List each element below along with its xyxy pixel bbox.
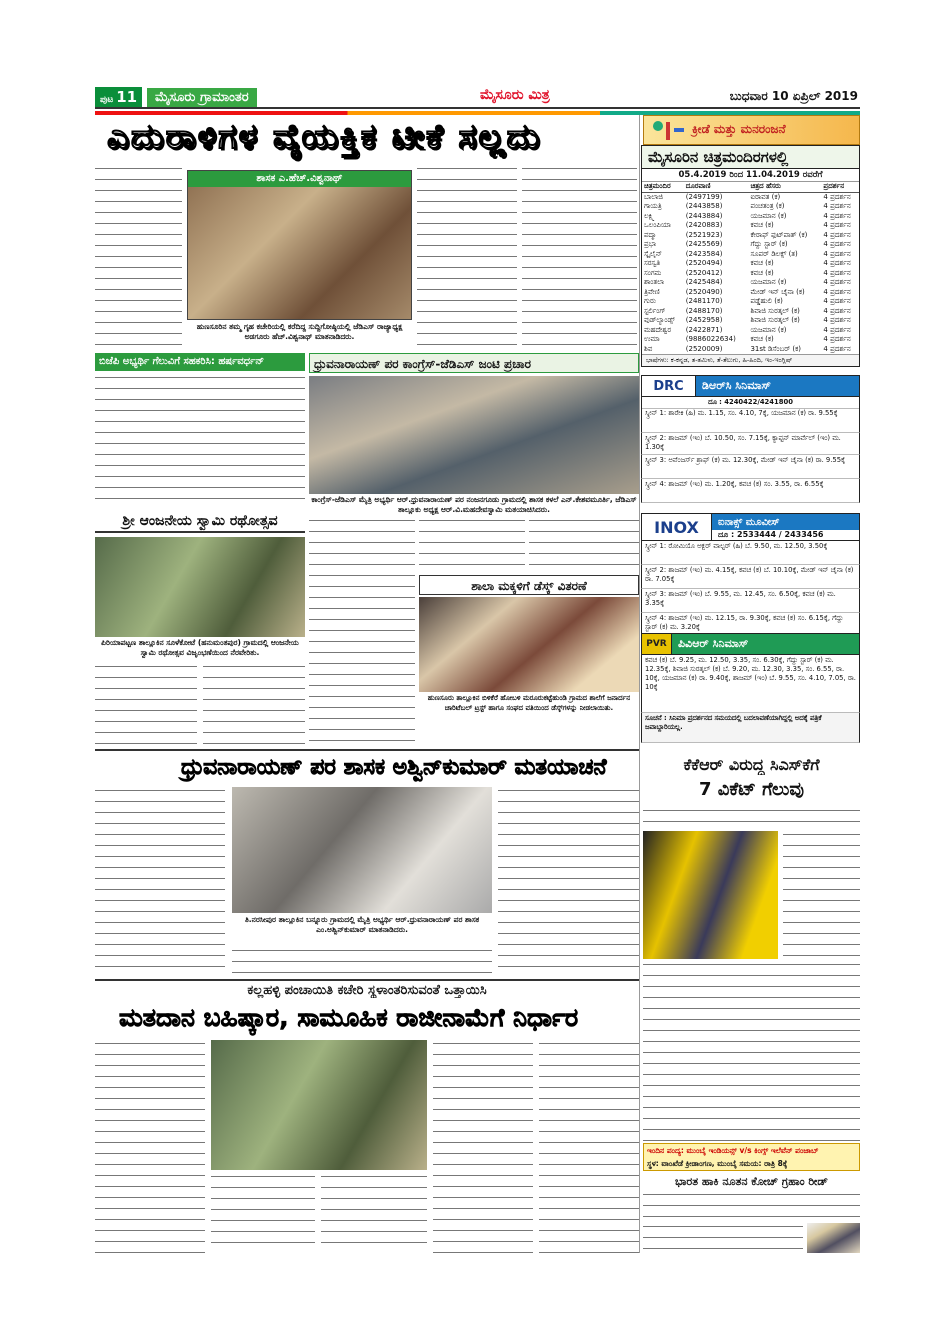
cinema-row — [642, 326, 859, 336]
cinema-row — [642, 240, 859, 250]
theatre-phone: (2481170) — [685, 297, 723, 305]
theatre-phone: (2488170) — [685, 306, 723, 315]
theatre-name: ಶಾಂತಲಾ — [644, 278, 665, 286]
cinema-row — [642, 335, 859, 345]
divider-2 — [95, 979, 639, 981]
pvr-notice: ಸೂಚನೆ : ಸಿನಿಮಾ ಪ್ರದರ್ಶನದ ಸಮಯದಲ್ಲಿ ಬದಲಾವಣೆಯಾಗಿದ್ದಲ್ಲಿ ಅದಕ್ಕೆ ಪತ್ರಿಕೆ ಜವಾಬ್ದಾರಿಯಲ್ಲ. — [641, 713, 860, 743]
pvr-logo: PVR — [642, 634, 672, 654]
page-number-badge — [95, 87, 142, 107]
cinema-title: ಮೈಸೂರಿನ ಚಿತ್ರಮಂದಿರಗಳಲ್ಲಿ — [642, 146, 859, 169]
kallahalli-col-5 — [539, 1040, 639, 1253]
dhruva-headline: ಧ್ರುವನಾರಾಯಣ್ ಪರ ಕಾಂಗ್ರೆಸ್-ಜೆಡಿಎಸ್ ಜಂಟಿ ಪ್ರಚಾರ — [309, 353, 639, 373]
theatre-name: ಗುರು — [644, 297, 656, 305]
show-count: 4 ಪ್ರದರ್ಶನ — [823, 221, 851, 229]
sports-icon — [648, 116, 688, 144]
inox-phone: ದೂ : 2533444 / 2433456 — [718, 530, 824, 539]
cinema-row — [642, 231, 859, 241]
pvr-shows: ಕವಚ (ಕ) ಬೆ. 9.25, ಮ. 12.50, 3.35, ಸಂ. 6.30ಕ್ಕೆ, ಗೆದ್ದು ಸ್ಟಾರ್ (ಕ) ಮ. 12.35ಕ್ಕೆ, ಶಿವಾಜಿ ಸುರತ್ಕಲ್ (ಕ) ಬೆ. 9.20, ಮ. 12.30, 3.35, ಸಂ. 6.55, ರಾ. 10ಕ್ಕೆ, ಯಜಮಾನ (ಕ) ರಾ. 9.40ಕ್ಕೆ, ಶಾಜಮ್ (ಇಂ) ಬೆ. 9.55, ಸಂ. 4.10, 7.05, ರಾ. 10ಕ್ಕೆ — [641, 655, 860, 713]
cinema-row — [642, 192, 859, 202]
show-count: 4 ಪ್ರದರ್ಶನ — [823, 335, 851, 343]
film-name: ಮೇಡ್ ಇನ್ ಚೈನಾ (ಕ) — [750, 287, 805, 296]
hockey-headline: ಭಾರತ ಹಾಕಿ ನೂತನ ಕೋಚ್ ಗ್ರಹಾಂ ರೀಡ್ — [675, 1175, 828, 1188]
theatre-phone: (2422871) — [685, 325, 723, 334]
kallahalli-photo — [211, 1040, 427, 1170]
desk-caption: ಹುಣಸೂರು ತಾಲ್ಲೂಕಿನ ಬಿಳಿಕೆರೆ ಹೋಬಳಿ ಮರೂರುಕಟ್ಟೆಹುಂಡಿ ಗ್ರಾಮದ ಶಾಲೆಗೆ ಜನಾರ್ದನ ಚಾರಿಟೆಬಲ್ ಟ್ರಸ್ಟ್ ಹಾಗೂ ಸಂಘದ ವತಿಯಿಂದ ಡೆಸ್ಕ್‌ಗಳನ್ನು ನೀಡಲಾಯಿತು. — [427, 694, 631, 712]
dhruva-caption: ಕಾಂಗ್ರೆಸ್-ಜೆಡಿಎಸ್ ಮೈತ್ರಿ ಅಭ್ಯರ್ಥಿ ಆರ್.ಧ್ರುವನಾರಾಯಣ್ ಪರ ನಂಜನಗೂಡು ಗ್ರಾಮದಲ್ಲಿ ಶಾಸಕ ಕಳಲೆ ಎನ್.ಕೇಶವಮೂರ್ತಿ, ಜೆಡಿಎಸ್ ತಾಲ್ಲೂಕು ಅಧ್ಯಕ್ಷ ಆರ್.ವಿ.ಮಹದೇವಸ್ವಾಮಿ ಮತಯಾಚಿಸಿದರು. — [311, 495, 637, 514]
drc-logo: DRC — [642, 376, 696, 396]
theatre-phone: (2423584) — [685, 249, 723, 258]
kkr-intro — [643, 807, 860, 829]
film-name: ಪಂಚತಂತ್ರ (ಕ) — [750, 202, 785, 210]
theatre-name: ತ್ರಿವೇಣಿ — [644, 287, 660, 296]
pvr-title: ಪಿವಿಆರ್ ಸಿನಿಮಾಸ್ — [672, 634, 859, 654]
film-name: ಪಡ್ಡೆಹುಲಿ (ಕ) — [750, 297, 783, 305]
show-count: 4 ಪ್ರದರ್ಶನ — [823, 230, 851, 239]
newspaper-page — [95, 85, 860, 1253]
hockey-col — [643, 1223, 803, 1253]
drc-phone: ದೂ : 4240422/4241800 — [641, 397, 860, 409]
inox-show-3: ಸ್ಕ್ರೀನ್ 3: ಶಾಜಮ್ (ಇಂ) ಬೆ. 9.55, ಮ. 12.45, ಸಂ. 6.50ಕ್ಕೆ, ಕವಚ (ಕ) ಮ. 3.35ಕ್ಕೆ — [641, 589, 860, 613]
ashwin-headline: ಧ್ರುವನಾರಾಯಣ್ ಪರ ಶಾಸಕ ಅಶ್ವಿನ್‌ಕುಮಾರ್ ಮತಯಾಚನೆ — [181, 755, 607, 780]
theatre-phone: (2443884) — [685, 211, 723, 220]
hockey-intro — [643, 1191, 860, 1221]
kallahalli-col-3 — [321, 1173, 427, 1253]
dhruva-col-2 — [419, 517, 525, 572]
theatre-name: ಉಮಾ — [644, 335, 660, 343]
cinema-row — [642, 221, 859, 231]
film-name: ಐರಾವತ (ಕ) — [750, 192, 781, 201]
cinema-row — [642, 316, 859, 326]
masthead: ಮೈಸೂರು ಮಿತ್ರ — [480, 87, 550, 103]
show-count: 4 ಪ್ರದರ್ಶನ — [823, 249, 851, 258]
ashwin-col-3 — [498, 787, 639, 977]
bjp-headline: ಬಿಜೆಪಿ ಅಭ್ಯರ್ಥಿ ಗೆಲುವಿಗೆ ಸಹಕರಿಸಿ: ಹರ್ಷವರ್ಧನ್ — [95, 353, 305, 371]
film-name: ಕೇರಾಫ್ ಫುಟ್‌ಪಾತ್ (ಕ) — [750, 230, 808, 239]
show-count: 4 ಪ್ರದರ್ಶನ — [823, 287, 851, 296]
col-theatre: ಚಿತ್ರಮಂದಿರ — [642, 182, 684, 192]
lead-story-col-1 — [95, 165, 182, 353]
show-count: 4 ಪ್ರದರ್ಶನ — [823, 240, 851, 248]
anjaneya-col-2 — [203, 663, 305, 747]
theatre-name: ಸ್ಟರ್ಲಿಂಗ್ — [644, 306, 666, 315]
show-count: 4 ಪ್ರದರ್ಶನ — [823, 259, 851, 267]
theatre-name: ಶಿವ — [644, 344, 653, 353]
cinema-row — [642, 269, 859, 279]
ashwin-col-2 — [232, 947, 492, 977]
cinema-row — [642, 297, 859, 307]
cinema-listings — [641, 145, 860, 367]
theatre-phone: (2521923) — [685, 230, 723, 239]
theatre-phone: (2497199) — [685, 192, 723, 201]
kkr-headline-2: 7 ವಿಕೆಟ್ ಗೆಲುವು — [698, 779, 805, 800]
theatre-phone: (2520490) — [685, 287, 723, 296]
inox-title: ಐನಾಕ್ಸ್ ಮೂವೀಸ್ — [712, 514, 859, 530]
ashwin-photo — [232, 787, 492, 913]
theatre-phone: (2520009) — [685, 344, 723, 353]
film-name: ಯಜಮಾನ (ಕ) — [750, 211, 787, 220]
kallahalli-kicker: ಕಲ್ಲಹಳ್ಳಿ ಪಂಚಾಯಿತಿ ಕಚೇರಿ ಸ್ಥಳಾಂತರಿಸುವಂತೆ ಒತ್ತಾಯಿಸಿ — [247, 983, 487, 998]
theatre-name: ಸರಸ್ವತಿ — [644, 259, 661, 267]
theatre-phone: (2425569) — [685, 240, 723, 248]
pvr-bar — [641, 633, 860, 655]
cinema-row — [642, 278, 859, 288]
drc-bar — [641, 375, 860, 397]
today-match: ಇಂದಿನ ಪಂದ್ಯ: ಮುಂಬೈ ಇಂಡಿಯನ್ಸ್ v/s ಕಿಂಗ್ಸ್ ಇಲೆವೆನ್ ಪಂಜಾಬ್ — [647, 1146, 819, 1155]
theatre-name: ವುಡ್‌ಲ್ಯಾಂಡ್ಸ್ — [644, 316, 675, 324]
col-phone: ದೂರವಾಣಿ — [684, 182, 749, 192]
inox-show-2: ಸ್ಕ್ರೀನ್ 2: ಶಾಜಮ್ (ಇಂ) ಮ. 4.15ಕ್ಕೆ, ಕವಚ (ಕ) ಬೆ. 10.10ಕ್ಕೆ, ಮೇಡ್ ಇನ್ ಚೈನಾ (ಕ) ರಾ. 7.05ಕ್ಕೆ — [641, 565, 860, 589]
page-header — [95, 85, 860, 109]
drc-show-2: ಸ್ಕ್ರೀನ್ 2: ಶಾಜಮ್ (ಇಂ) ಬೆ. 10.50, ಸಂ. 7.15ಕ್ಕೆ, ಕ್ಯಾಪ್ಟನ್ ಮಾರ್ವೆಲ್ (ಇಂ) ಮ. 1.30ಕ್ಕೆ — [641, 433, 860, 455]
theatre-name: ಲಕ್ಷ್ಮಿ — [644, 211, 655, 220]
film-name: ಶಿವಾಜಿ ಸುರತ್ಕಲ್ (ಕ) — [750, 306, 800, 315]
sports-banner-title: ಕ್ರೀಡೆ ಮತ್ತು ಮನರಂಜನೆ — [692, 122, 786, 136]
theatre-name: ಗಾಯತ್ರಿ — [644, 202, 662, 210]
show-count: 4 ಪ್ರದರ್ಶನ — [823, 306, 851, 315]
theatre-name: ಬಾಲಾಜಿ — [644, 192, 663, 201]
lead-photo-caption: ಹುಣಸೂರಿನ ತಮ್ಮ ಗೃಹ ಕಚೇರಿಯಲ್ಲಿ ಕರೆದಿದ್ದ ಸುದ್ದಿಗೋಷ್ಠಿಯಲ್ಲಿ ಜೆಡಿಎಸ್ ರಾಜ್ಯಾಧ್ಯಕ್ಷ ಅಡಗೂರು ಹೆಚ್.ವಿಶ್ವನಾಥ್ ಮಾತನಾಡಿದರು. — [196, 322, 403, 341]
cinema-row — [642, 202, 859, 212]
ashwin-col-1 — [95, 787, 225, 977]
page-label: ಪುಟ — [100, 95, 114, 105]
show-count: 4 ಪ್ರದರ್ಶನ — [823, 268, 851, 277]
theatre-name: ಸ್ಕೈಲೈನ್ — [644, 249, 662, 258]
film-name: ಕವಚ (ಕ) — [750, 259, 774, 267]
dhruva-col-1 — [309, 517, 415, 747]
show-count: 4 ಪ್ರದರ್ಶನ — [823, 278, 851, 286]
col-shows: ಪ್ರದರ್ಶನ — [821, 182, 859, 192]
film-name: ಯಜಮಾನ (ಕ) — [750, 278, 787, 286]
theatre-phone: (9886022634) — [685, 335, 736, 343]
cinema-row — [642, 212, 859, 222]
lead-photo — [187, 170, 412, 320]
anjaneya-caption: ಪಿರಿಯಾಪಟ್ಟಣ ತಾಲ್ಲೂಕಿನ ಸೂಳೆಕೋಟೆ (ಹನುಮಂತಪುರ) ಗ್ರಾಮದಲ್ಲಿ ಆಂಜನೇಯ ಸ್ವಾಮಿ ರಥೋತ್ಸವ ವಿಜೃಂಭಣೆಯಿಂದ ನೆರವೇರಿತು. — [101, 638, 299, 657]
divider — [95, 749, 639, 751]
show-count: 4 ಪ್ರದರ್ಶನ — [823, 192, 851, 201]
kkr-photo — [643, 831, 778, 959]
drc-show-1: ಸ್ಕ್ರೀನ್ 1: ಶಾರೇಕಿ (ಹಿ) ಮ. 1.15, ಸಂ. 4.10, 7ಕ್ಕೆ, ಯಜಮಾನ (ಕ) ರಾ. 9.55ಕ್ಕೆ — [641, 408, 860, 433]
page-number: 11 — [116, 88, 138, 106]
main-headline: ಎದುರಾಳಿಗಳ ವೈಯಕ್ತಿಕ ಟೀಕೆ ಸಲ್ಲದು — [107, 117, 542, 157]
dhruva-photo — [309, 376, 639, 494]
theatre-phone: (2420883) — [685, 221, 723, 229]
theatre-phone: (2520412) — [685, 268, 723, 277]
kkr-headline-1: ಕೆಕೆಆರ್ ವಿರುದ್ಧ ಸಿಎಸ್‌ಕೆಗೆ — [683, 755, 820, 774]
col-film: ಚಿತ್ರದ ಹೆಸರು — [748, 182, 821, 192]
film-name: ಯಜಮಾನ (ಕ) — [750, 325, 787, 334]
desk-headline: ಶಾಲಾ ಮಕ್ಕಳಿಗೆ ಡೆಸ್ಕ್ ವಿತರಣೆ — [419, 575, 639, 595]
theatre-phone: (2520494) — [685, 259, 723, 267]
column-rule — [639, 115, 640, 1253]
issue-date: ಬುಧವಾರ 10 ಏಪ್ರಿಲ್ 2019 — [729, 89, 858, 103]
drc-show-4: ಸ್ಕ್ರೀನ್ 4: ಶಾಜಮ್ (ಇಂ) ಮ. 1.20ಕ್ಕೆ, ಕವಚ (ಕ) ಸಂ. 3.55, ರಾ. 6.55ಕ್ಕೆ — [641, 479, 860, 503]
anjaneya-photo — [95, 537, 305, 637]
lead-story-col-3 — [417, 165, 517, 353]
lead-story-col-4 — [522, 165, 637, 353]
film-name: 31st ಡಿಸೆಂಬರ್ (ಕ) — [750, 344, 802, 353]
film-name: ಕವಚ (ಕ) — [750, 335, 774, 343]
inox-show-4: ಸ್ಕ್ರೀನ್ 4: ಶಾಜಮ್ (ಇಂ) ಮ. 12.15, ರಾ. 9.30ಕ್ಕೆ, ಕವಚ (ಕ) ಸಂ. 6.15ಕ್ಕೆ, ಗೆದ್ದು ಸ್ಟಾರ್ (ಕ) ಮ. 3.20ಕ್ಕೆ — [641, 613, 860, 635]
lead-photo-tag: ಶಾಸಕ ಎ.ಹೆಚ್.ವಿಶ್ವನಾಥ್ — [188, 171, 411, 187]
kallahalli-col-4 — [433, 1040, 533, 1253]
section-name: ಮೈಸೂರು ಗ್ರಾಮಾಂತರ — [147, 88, 257, 107]
show-count: 4 ಪ್ರದರ್ಶನ — [823, 344, 851, 353]
show-count: 4 ಪ್ರದರ್ಶನ — [823, 202, 851, 210]
drc-title: ಡಿಆರ್‌ಸಿ ಸಿನಿಮಾಸ್ — [696, 376, 859, 396]
cinema-row — [642, 345, 859, 355]
today-venue: ಸ್ಥಳ: ವಾಂಖೆಡೆ ಕ್ರೀಡಾಂಗಣ, ಮುಂಬೈ ಸಮಯ: ರಾತ್ರಿ 8ಕ್ಕೆ — [647, 1159, 788, 1168]
sports-banner — [643, 115, 860, 145]
cinema-row — [642, 307, 859, 317]
inox-show-1: ಸ್ಕ್ರೀನ್ 1: ರೋಮಿಯೊ ಅಕ್ಬರ್ ವಾಲ್ಟರ್ (ಹಿ) ಬೆ. 9.50, ಮ. 12.50, 3.50ಕ್ಕೆ — [641, 541, 860, 565]
theatre-phone: (2443858) — [685, 202, 723, 210]
theatre-name: ಪದ್ಮಾ — [644, 230, 657, 239]
theatre-name: ಸಂಗಮ — [644, 268, 662, 277]
today-match-box — [643, 1143, 860, 1171]
language-note: ಭಾಷೆಗಳು: ಕ-ಕನ್ನಡ, ತ-ತಮಿಳು, ತೆ-ತೆಲುಗು, ಹಿ-ಹಿಂದಿ, ಇಂ-ಇಂಗ್ಲಿಷ್ — [642, 354, 859, 366]
film-name: ಕವಚ (ಕ) — [750, 221, 774, 229]
kallahalli-col-1 — [95, 1040, 205, 1253]
anjaneya-headline: ಶ್ರೀ ಆಂಜನೇಯ ಸ್ವಾಮಿ ರಥೋತ್ಸವ — [95, 509, 305, 533]
anjaneya-col-1 — [95, 663, 197, 747]
ashwin-caption: ತಿ.ನರಸೀಪುರ ತಾಲ್ಲೂಕಿನ ಬನ್ನೂರು ಗ್ರಾಮದಲ್ಲಿ ಮೈತ್ರಿ ಅಭ್ಯರ್ಥಿ ಆರ್.ಧ್ರುವನಾರಾಯಣ್ ಪರ ಶಾಸಕ ಎಂ.ಅಶ್ವಿನ್‌ಕುಮಾರ್ ಮಾತನಾಡಿದರು. — [244, 915, 480, 934]
film-name: ಶಿವಾಜಿ ಸುರತ್ಕಲ್ (ಕ) — [750, 316, 800, 324]
show-count: 4 ಪ್ರದರ್ಶನ — [823, 325, 851, 334]
theatre-name: ಮಹದೇಶ್ವರ — [644, 325, 672, 334]
drc-show-3: ಸ್ಕ್ರೀನ್ 3: ಅವೆಂಜರ್ಸ್ ಶ್ರಾಫ್ (ಕ) ಮ. 12.30ಕ್ಕೆ, ಮೇಡ್ ಇನ್ ಚೈನಾ (ಕ) ರಾ. 9.55ಕ್ಕೆ — [641, 455, 860, 479]
kallahalli-headline: ಮತದಾನ ಬಹಿಷ್ಕಾರ, ಸಾಮೂಹಿಕ ರಾಜೀನಾಮೆಗೆ ನಿರ್ಧಾರ — [119, 1003, 579, 1032]
bjp-story-text — [95, 374, 305, 506]
hockey-photo — [807, 1223, 860, 1253]
inox-logo: INOX — [642, 514, 712, 540]
kkr-col-main — [643, 961, 860, 1141]
show-count: 4 ಪ್ರದರ್ಶನ — [823, 297, 851, 305]
kallahalli-col-2 — [211, 1173, 315, 1253]
film-name: ಗೆದ್ದು ಸ್ಟಾರ್ (ಕ) — [750, 240, 788, 248]
film-name: ಸೂಪರ್ ಡಿಲಕ್ಸ್ (ತ) — [750, 249, 798, 258]
cinema-period: 05.4.2019 ರಿಂದ 11.04.2019 ರವರೆಗೆ — [642, 169, 859, 182]
theatre-name: ಪ್ರಭಾ — [644, 240, 657, 248]
cinema-row — [642, 259, 859, 269]
theatre-phone: (2425484) — [685, 278, 723, 286]
inox-bar — [641, 513, 860, 541]
theatre-phone: (2452958) — [685, 316, 723, 324]
cinema-table — [642, 182, 859, 354]
dhruva-col-3 — [529, 517, 639, 572]
show-count: 4 ಪ್ರದರ್ಶನ — [823, 316, 851, 324]
cinema-row — [642, 250, 859, 260]
film-name: ಕವಚ (ಕ) — [750, 268, 774, 277]
desk-photo — [419, 597, 639, 692]
kkr-col-side — [783, 831, 860, 959]
show-count: 4 ಪ್ರದರ್ಶನ — [823, 211, 851, 220]
theatre-name: ಒಲಂಪಿಯಾ — [644, 221, 671, 229]
cinema-row — [642, 288, 859, 298]
